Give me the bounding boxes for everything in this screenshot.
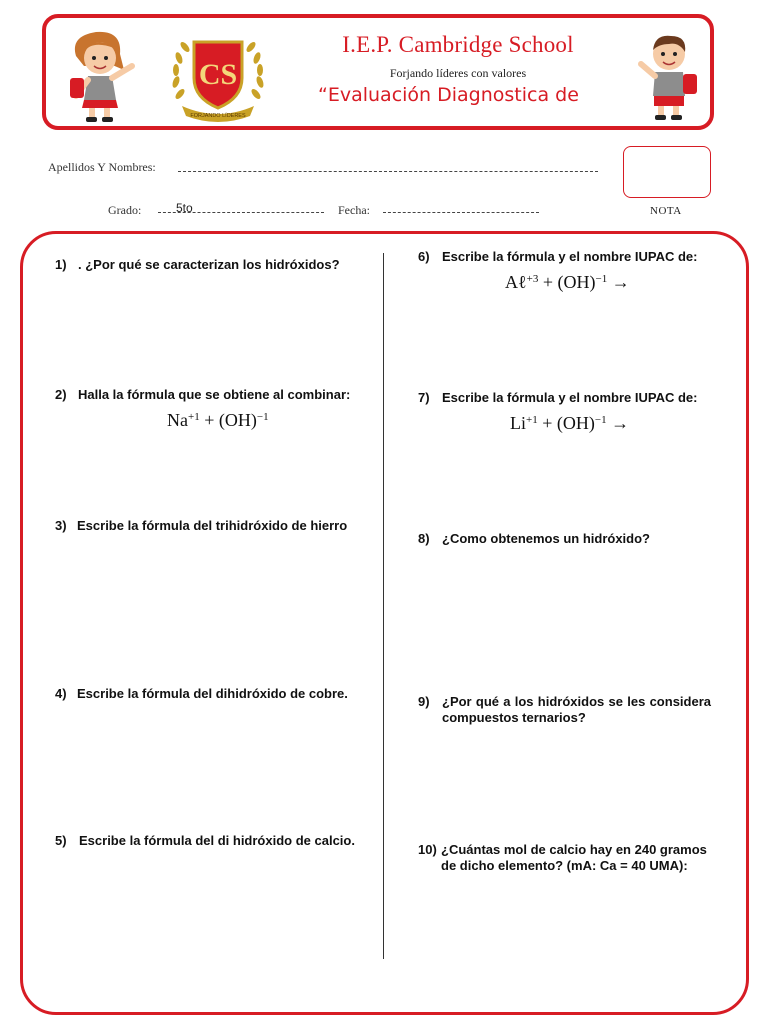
question-7 bbox=[418, 390, 711, 406]
grade-score-box[interactable] bbox=[623, 146, 711, 198]
date-field[interactable] bbox=[383, 212, 539, 213]
girl-student-icon bbox=[62, 26, 142, 124]
svg-text:FORJANDO LÍDERES: FORJANDO LÍDERES bbox=[190, 113, 246, 119]
question-text: . ¿Por qué se caracterizan los hidróxidos? bbox=[78, 257, 340, 272]
question-9 bbox=[418, 694, 711, 726]
question-number: 9) bbox=[418, 694, 430, 709]
question-3 bbox=[55, 518, 355, 534]
question-text: ¿Como obtenemos un hidróxido? bbox=[442, 531, 650, 546]
question-8 bbox=[418, 531, 711, 547]
exam-frame bbox=[20, 231, 749, 1015]
question-number: 4) bbox=[55, 686, 67, 701]
question-1 bbox=[55, 257, 355, 273]
question-text: ¿Cuántas mol de calcio hay en 240 gramos de dicho elemento? (mA: Ca = 40 UMA): bbox=[441, 842, 707, 873]
question-number: 7) bbox=[418, 390, 430, 405]
question-5 bbox=[55, 833, 355, 849]
names-label: Apellidos Y Nombres: bbox=[48, 160, 156, 174]
question-text: ¿Por qué a los hidróxidos se les considera compuestos ternarios? bbox=[442, 694, 711, 725]
svg-text:CS: CS bbox=[198, 58, 238, 91]
school-name: I.E.P. Cambridge School bbox=[342, 32, 574, 57]
column-divider bbox=[383, 253, 384, 959]
evaluation-title: “Evaluación Diagnostica de bbox=[318, 84, 579, 106]
formula-q7: $Li^{+1} + (OH)^{-1}$ → bbox=[510, 413, 630, 433]
formula-q6: Aℓ$^{+3}$ + (OH)$^{-1}$ → bbox=[505, 272, 630, 292]
grade-value: 5to bbox=[176, 201, 193, 215]
question-text: Halla la fórmula que se obtiene al combinar: bbox=[78, 387, 351, 402]
question-number: 5) bbox=[55, 833, 67, 848]
question-number: 8) bbox=[418, 531, 430, 546]
question-4 bbox=[55, 686, 355, 702]
date-label: Fecha: bbox=[338, 203, 370, 217]
boy-student-icon bbox=[631, 26, 707, 124]
question-number: 10) bbox=[418, 842, 437, 857]
formula-q2: $Na^{+1} + (OH)^{-1}$ bbox=[167, 410, 269, 430]
question-text: Escribe la fórmula del trihidróxido de hierro bbox=[77, 518, 348, 533]
question-number: 3) bbox=[55, 518, 67, 533]
question-text: Escribe la fórmula del di hidróxido de calcio. bbox=[79, 833, 355, 848]
question-text: Escribe la fórmula del dihidróxido de cobre. bbox=[77, 686, 348, 701]
question-number: 2) bbox=[55, 387, 67, 402]
grade-label: Grado: bbox=[108, 203, 142, 217]
school-header bbox=[42, 14, 714, 130]
question-text: Escribe la fórmula y el nombre IUPAC de: bbox=[442, 249, 698, 264]
nota-label: NOTA bbox=[650, 205, 682, 217]
school-crest-logo bbox=[164, 32, 272, 122]
question-2 bbox=[55, 387, 355, 403]
question-10 bbox=[418, 842, 720, 874]
school-motto: Forjando líderes con valores bbox=[389, 66, 527, 80]
question-number: 6) bbox=[418, 249, 430, 264]
question-number: 1) bbox=[55, 257, 67, 272]
names-field[interactable] bbox=[178, 171, 598, 172]
question-6 bbox=[418, 249, 711, 265]
question-text: Escribe la fórmula y el nombre IUPAC de: bbox=[442, 390, 698, 405]
